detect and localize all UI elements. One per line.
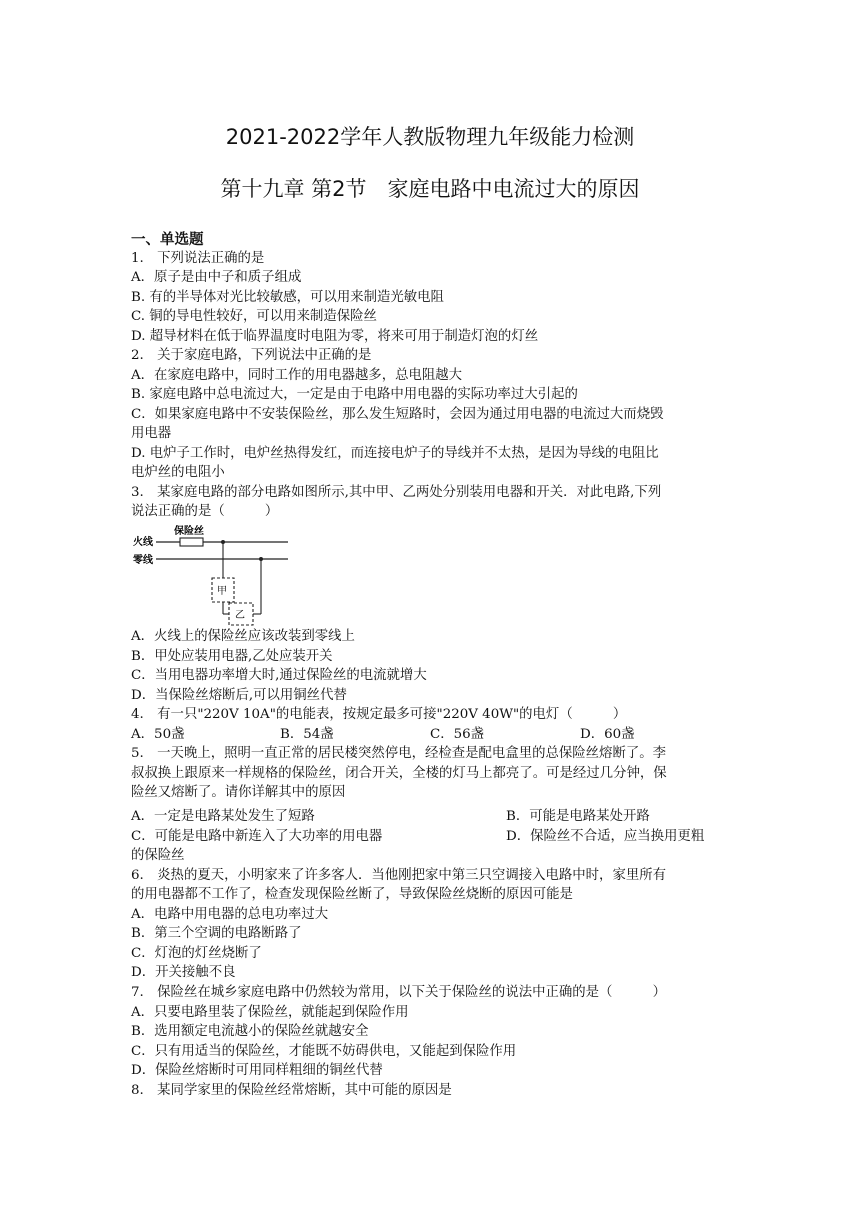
question-1-stem: 1. 下列说法正确的是 xyxy=(131,251,265,266)
question-4-option-c: C．56盏 xyxy=(430,727,485,742)
neutral-wire-label: 零线 xyxy=(133,555,153,566)
fuse-label: 保险丝 xyxy=(174,526,204,537)
question-6-stem-line-1: 6. 炎热的夏天，小明家来了许多客人．当他刚把家中第三只空调接入电路中时，家里所有 xyxy=(131,868,667,883)
question-6-option-d: D．开关接触不良 xyxy=(131,965,236,980)
question-4-option-a: A．50盏 xyxy=(131,727,185,742)
question-5-option-c: C．可能是电路中新连入了大功率的用电器 xyxy=(131,829,383,844)
question-5-stem-line-2: 叔叔换上跟原来一样规格的保险丝，闭合开关，全楼的灯马上都亮了。可是经过几分钟，保 xyxy=(131,766,667,781)
question-3-stem-line-2: 说法正确的是（ ） xyxy=(131,504,279,519)
question-7-option-a: A．只要电路里装了保险丝，就能起到保险作用 xyxy=(131,1005,409,1020)
question-5-option-a: A．一定是电路某处发生了短路 xyxy=(131,809,315,824)
question-2-option-d: D. 电炉子工作时，电炉丝热得发红，而连接电炉子的导线并不太热，是因为导线的电阻比 xyxy=(131,446,659,461)
question-7-option-b: B．选用额定电流越小的保险丝就越安全 xyxy=(131,1024,369,1039)
question-1-option-a: A．原子是由中子和质子组成 xyxy=(131,270,302,285)
question-8-stem: 8. 某同学家里的保险丝经常熔断，其中可能的原因是 xyxy=(131,1083,452,1098)
question-1-option-c: C. 铜的导电性较好，可以用来制造保险丝 xyxy=(131,309,377,324)
fuse-box xyxy=(180,538,203,546)
question-1-option-b: B. 有的半导体对光比较敏感，可以用来制造光敏电阻 xyxy=(131,290,444,305)
question-2-option-b: B. 家庭电路中总电流过大，一定是由于电路中用电器的实际功率过大引起的 xyxy=(131,387,578,402)
question-2-option-c-cont: 用电器 xyxy=(131,426,172,441)
question-3-stem-line-1: 3. 某家庭电路的部分电路如图所示,其中甲、乙两处分别装用电器和开关．对此电路,下列 xyxy=(131,485,662,500)
question-2-option-d-cont: 电炉丝的电阻小 xyxy=(131,465,225,480)
section-heading: 一、单选题 xyxy=(131,232,204,248)
question-2-stem: 2. 关于家庭电路，下列说法中正确的是 xyxy=(131,348,372,363)
question-5-stem-line-1: 5. 一天晚上，照明一直正常的居民楼突然停电，经检查是配电盒里的总保险丝熔断了。李 xyxy=(131,746,667,761)
question-5-option-b: B．可能是电路某处开路 xyxy=(506,809,650,824)
question-1-option-d: D. 超导材料在低于临界温度时电阻为零，将来可用于制造灯泡的灯丝 xyxy=(131,329,539,344)
question-2-option-a: A．在家庭电路中，同时工作的用电器越多，总电阻越大 xyxy=(131,368,463,383)
live-wire-label: 火线 xyxy=(133,537,153,548)
question-4-option-b: B．54盏 xyxy=(280,727,334,742)
circuit-diagram xyxy=(131,524,301,628)
question-3-option-b: B．甲处应装用电器,乙处应装开关 xyxy=(131,649,333,664)
question-7-stem: 7. 保险丝在城乡家庭电路中仍然较为常用，以下关于保险丝的说法中正确的是（ ） xyxy=(131,985,667,1000)
question-4-option-d: D．60盏 xyxy=(580,727,635,742)
question-6-option-b: B．第三个空调的电路断路了 xyxy=(131,926,302,941)
question-3-option-a: A．火线上的保险丝应该改装到零线上 xyxy=(131,629,355,644)
question-5-option-d: D．保险丝不合适，应当换用更粗 xyxy=(506,829,705,844)
page-title: 2021-2022学年人教版物理九年级能力检测 xyxy=(225,125,635,149)
question-7-option-d: D．保险丝熔断时可用同样粗细的铜丝代替 xyxy=(131,1063,383,1078)
question-2-option-c: C．如果家庭电路中不安装保险丝，那么发生短路时，会因为通过用电器的电流过大而烧毁 xyxy=(131,407,664,422)
question-6-option-c: C．灯泡的灯丝烧断了 xyxy=(131,946,262,961)
question-3-option-c: C．当用电器功率增大时,通过保险丝的电流就增大 xyxy=(131,668,427,683)
question-5-option-d-cont: 的保险丝 xyxy=(131,848,185,863)
question-6-stem-line-2: 的用电器都不工作了，检查发现保险丝断了，导致保险丝烧断的原因可能是 xyxy=(131,887,573,902)
component-b-label: 乙 xyxy=(235,610,245,621)
component-a-label: 甲 xyxy=(217,586,227,597)
question-3-option-d: D．当保险丝熔断后,可以用铜丝代替 xyxy=(131,688,347,703)
page-subtitle: 第十九章 第2节 家庭电路中电流过大的原因 xyxy=(220,177,640,201)
question-4-stem: 4. 有一只"220V 10A"的电能表，按规定最多可接"220V 40W"的电灯（ ） xyxy=(131,707,627,722)
question-5-stem-line-3: 险丝又熔断了。请你详解其中的原因 xyxy=(131,785,346,800)
question-6-option-a: A．电路中用电器的总电功率过大 xyxy=(131,907,329,922)
question-7-option-c: C．只有用适当的保险丝，才能既不妨碍供电，又能起到保险作用 xyxy=(131,1044,517,1059)
